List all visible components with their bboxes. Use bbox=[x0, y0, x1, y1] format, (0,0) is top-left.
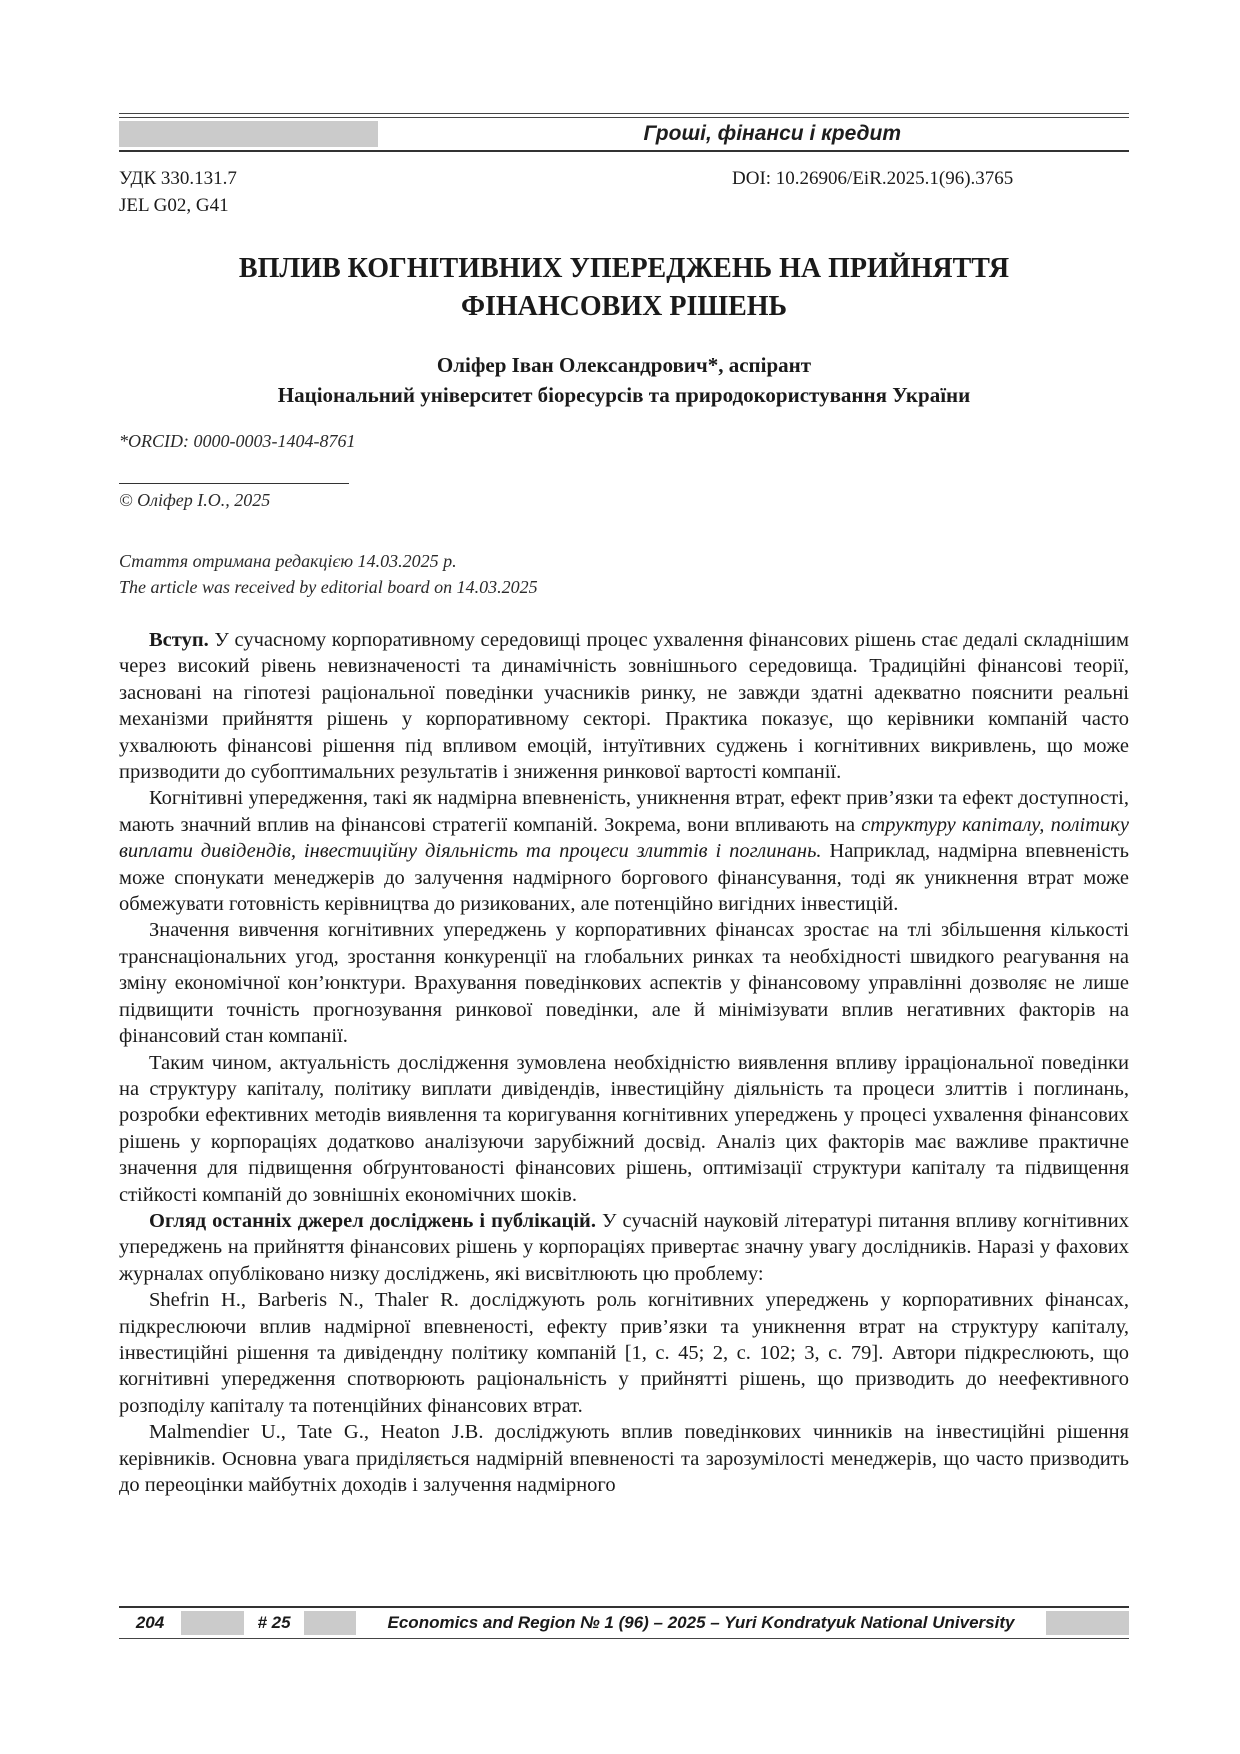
article-title-line1: ВПЛИВ КОГНІТИВНИХ УПЕРЕДЖЕНЬ НА ПРИЙНЯТТЯ bbox=[238, 253, 1010, 284]
orcid: *ORCID: 0000-0003-1404-8761 bbox=[119, 431, 356, 451]
paragraph-biases bbox=[119, 785, 1129, 917]
copyright: © Оліфер І.О., 2025 bbox=[119, 490, 271, 510]
author-block bbox=[119, 350, 1129, 410]
footer-rule-top bbox=[119, 1606, 1129, 1608]
article-title-line2: ФІНАНСОВИХ РІШЕНЬ bbox=[460, 291, 788, 322]
paragraph-relevance: Таким чином, актуальність дослідження зумовлена необхідністю виявлення впливу ірраціональної поведінки на структуру капіталу, політику виплати дивідендів, інвестиційну діяльність та процеси злиттів і поглинань, розробки ефективних методів виявлення та коригування когнітивних упереджень у процесі ухвалення фінансових рішень у корпораціях додатково аналізуючи зарубіжний досвід. Аналіз цих факторів має важливе практичне значення для підвищення обґрунтованості фінансових рішень, оптимізації структури капіталу та підвищення стійкості компаній до зовнішніх економічних шоків. bbox=[119, 1051, 1129, 1206]
biases-text-a: Когнітивні упередження, такі як надмірна впевненість, уникнення втрат, ефект прив’язки та ефект доступності, мають значний вплив на фінансові стратегії компаній. Зокрема, вони впливають на bbox=[119, 787, 1129, 836]
header-grey-block bbox=[119, 121, 378, 147]
doi-link[interactable]: DOI: 10.26906/EiR.2025.1(96).3765 bbox=[732, 168, 1014, 189]
journal-section-title: Гроші, фінанси і кредит bbox=[643, 122, 901, 145]
review-heading: Огляд останніх джерел досліджень і публікацій. bbox=[149, 1209, 596, 1232]
intro-text: У сучасному корпоративному середовищі процес ухвалення фінансових рішень стає дедалі складнішим через високий рівень невизначеності та динамічність зовнішнього середовища. Традиційні фінансові теорії, засновані на гіпотезі раціональної поведінки учасників ринку, не завжди здатні адекватно пояснити реальні механізми прийняття рішень у корпоративному секторі. Практика показує, що керівники компаній часто ухвалюють фінансові рішення під впливом емоцій, інтуїтивних суджень і когнітивних викривлень, що може призводити до субоптимальних результатів і зниження ринкової вартості компанії. bbox=[119, 629, 1129, 784]
jel-code: JEL G02, G41 bbox=[119, 195, 229, 216]
udk-code: УДК 330.131.7 bbox=[119, 168, 237, 189]
paragraph-malmendier: Malmendier U., Tate G., Heaton J.B. досліджують вплив поведінкових чинників на інвестиційні рішення керівників. Основна увага приділяється надмірній впевненості та зарозумілості менеджерів, що часто призводить до переоцінки майбутніх доходів і залучення надмірного bbox=[119, 1421, 1129, 1496]
paragraph-shefrin: Shefrin H., Barberis N., Thaler R. досліджують роль когнітивних упереджень у корпоративних фінансах, підкреслюючи вплив надмірної впевненості, ефекту прив’язки та уникнення втрат на структуру капіталу, інвестиційні рішення та дивідендну політику компаній [1, с. 45; 2, с. 102; 3, с. 79]. Автори підкреслюють, що когнітивні упередження спотворюють раціональність у прийнятті рішень, що призводить до неефективного розподілу капіталу та потенційних фінансових втрат. bbox=[119, 1289, 1129, 1417]
paragraph-intro bbox=[119, 627, 1129, 785]
footer-grey-block-3 bbox=[1046, 1611, 1129, 1635]
paragraph-significance: Значення вивчення когнітивних упереджень у корпоративних фінансах зростає на тлі збільшення кількості транснаціональних угод, зростання конкуренції на глобальних ринках та необхідності швидкого реагування на зміну економічної кон’юнктури. Врахування поведінкових аспектів у фінансовому управлінні дозволяє не лише підвищити точність прогнозування ринкової поведінки, але й мінімізувати вплив негативних факторів на фінансовий стан компанії. bbox=[119, 919, 1129, 1048]
footer-journal-line: Economics and Region № 1 (96) – 2025 – Yuri Kondratyuk National University bbox=[387, 1613, 1015, 1632]
footnote-rule bbox=[119, 483, 349, 484]
biases-italic: структуру капіталу, політику виплати дивідендів, інвестиційну діяльність та процеси злиттів і поглинань. bbox=[119, 813, 1129, 863]
page-number: 204 bbox=[135, 1613, 165, 1632]
biases-text-b: Наприклад, надмірна впевненість може спонукати менеджерів до залучення надмірного боргового фінансування, тоді як уникнення втрат може обмежувати готовність керівництва до ризикованих, але потенційно вигідних інвестицій. bbox=[119, 840, 1129, 916]
footer-grey-block-1 bbox=[181, 1611, 244, 1635]
intro-heading: Вступ. bbox=[149, 629, 209, 651]
received-ua: Стаття отримана редакцією 14.03.2025 р. bbox=[119, 551, 457, 571]
received-en: The article was received by editorial board on 14.03.2025 bbox=[119, 577, 538, 597]
article-body bbox=[119, 627, 1129, 1498]
header-rule-top bbox=[119, 113, 1129, 114]
review-text: У сучасній науковій літературі питання впливу когнітивних упереджень на прийняття фінансових рішень у корпораціях привертає значну увагу дослідників. Наразі у фахових журналах опубліковано низку досліджень, які висвітлюють цю проблему: bbox=[119, 1209, 1129, 1285]
header-rule-second bbox=[119, 117, 1129, 118]
article-title bbox=[119, 250, 1129, 326]
author-name: Оліфер Іван Олександрович*, аспірант bbox=[436, 353, 812, 377]
paragraph-review bbox=[119, 1208, 1129, 1287]
footer-rule-bottom bbox=[119, 1638, 1129, 1639]
footer-bar bbox=[119, 1611, 1129, 1635]
issue-tag: # 25 bbox=[257, 1613, 291, 1632]
header-rule-bottom bbox=[119, 150, 1129, 152]
author-affiliation: Національний університет біоресурсів та природокористування України bbox=[277, 383, 971, 407]
header-bar bbox=[119, 121, 1129, 147]
footer-grey-block-2 bbox=[304, 1611, 356, 1635]
